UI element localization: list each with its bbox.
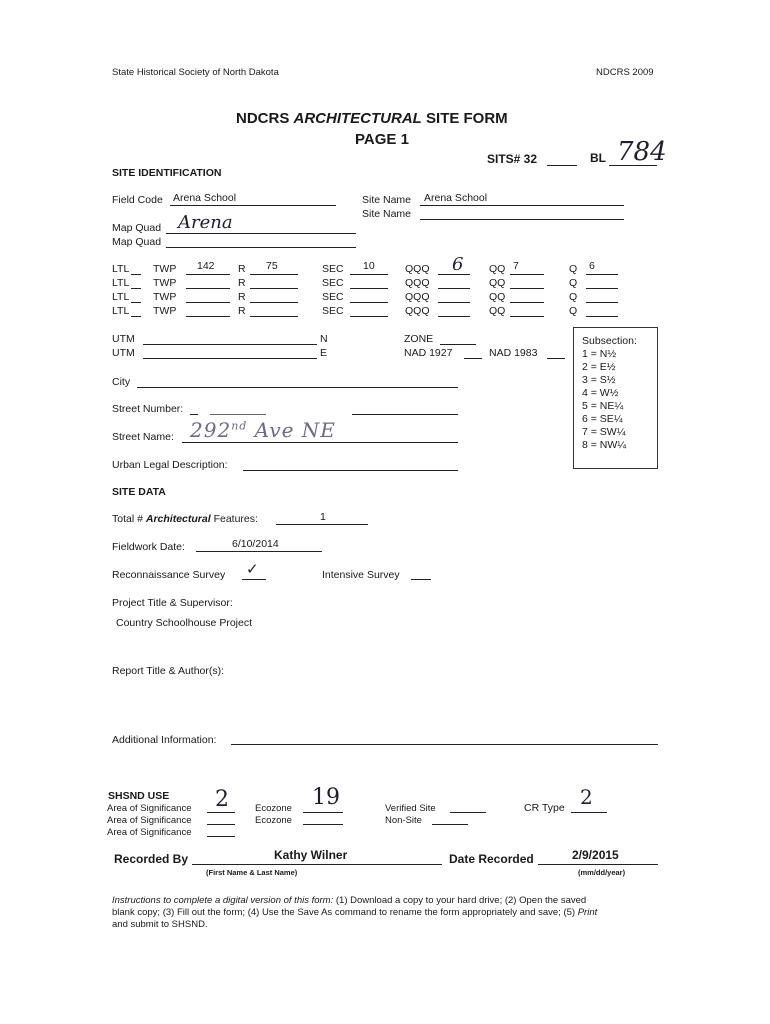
nad1927-label: NAD 1927 (404, 347, 453, 359)
map-quad2-label: Map Quad (112, 236, 162, 248)
map-quad-label: Map Quad (112, 222, 162, 234)
twp-label: TWP (153, 277, 177, 289)
recorded-by-sub: (First Name & Last Name) (206, 868, 298, 877)
ltl-line[interactable] (131, 302, 141, 303)
sec-line (350, 274, 388, 275)
ecozone-line-1 (303, 812, 343, 813)
utm-e-label: E (320, 347, 328, 359)
project-title-value[interactable]: Country Schoolhouse Project (116, 617, 252, 629)
cr-type-label: CR Type (524, 802, 565, 814)
q-label: Q (569, 263, 578, 275)
qq-label: QQ (489, 305, 506, 317)
r-line (250, 274, 298, 275)
r-label: R (238, 277, 246, 289)
twp-line (186, 274, 230, 275)
street-number-label: Street Number: (112, 403, 184, 415)
qqq-value[interactable]: 6 (452, 254, 464, 275)
ltl-label: LTL (112, 263, 130, 275)
fieldwork-date-label: Fieldwork Date: (112, 541, 185, 553)
project-title-label: Project Title & Supervisor: (112, 597, 233, 609)
qq-value[interactable]: 7 (513, 260, 519, 272)
instructions-line-3: and submit to SHSND. (112, 919, 208, 930)
site-name-label: Site Name (362, 194, 412, 206)
twp-line[interactable] (186, 316, 230, 317)
subsection-box (573, 327, 658, 469)
ltl-label: LTL (112, 305, 130, 317)
twp-label: TWP (153, 305, 177, 317)
utm-label-1: UTM (112, 333, 135, 345)
q-label: Q (569, 305, 578, 317)
total-italic: Architectural (145, 513, 211, 525)
fieldwork-date-value[interactable]: 6/10/2014 (232, 538, 279, 550)
aos-label-2: Area of Significance (107, 815, 192, 826)
subsection-item: 7 = SW¼ (582, 426, 626, 438)
aos-label-1: Area of Significance (107, 803, 192, 814)
bl-value[interactable]: 784 (617, 137, 667, 167)
aos-value-1[interactable]: 2 (215, 787, 229, 812)
r-line[interactable] (250, 288, 298, 289)
fieldwork-date-line (196, 551, 322, 552)
map-quad-value[interactable]: Arena (178, 212, 233, 233)
qq-label: QQ (489, 263, 506, 275)
site-name2-line[interactable] (420, 219, 624, 220)
nad1983-line[interactable] (547, 358, 565, 359)
qq-line[interactable] (510, 316, 544, 317)
qq-line[interactable] (510, 288, 544, 289)
non-site-label: Non-Site (385, 815, 422, 826)
q-value[interactable]: 6 (589, 260, 595, 272)
zone-line[interactable] (440, 344, 476, 345)
bl-label: BL (590, 151, 606, 165)
date-recorded-value[interactable]: 2/9/2015 (572, 848, 619, 862)
sits-line (547, 165, 577, 166)
total-prefix: Total # (112, 513, 143, 525)
header-org: State Historical Society of North Dakota (112, 67, 279, 78)
zone-label: ZONE (404, 333, 434, 345)
title-suffix: SITE FORM (426, 110, 508, 127)
instructions-line2-text: blank copy; (3) Fill out the form; (4) Use the Save As command to rename the form appropriately and save; (5) (112, 907, 576, 918)
ecozone-line-2[interactable] (303, 824, 343, 825)
form-title (236, 110, 508, 127)
street-name-label: Street Name: (112, 431, 174, 443)
qq-line[interactable] (510, 302, 544, 303)
utm-e-line[interactable] (143, 358, 317, 359)
q-label: Q (569, 291, 578, 303)
subsection-item: 2 = E½ (582, 361, 616, 373)
sec-label: SEC (322, 291, 344, 303)
date-recorded-sub: (mm/dd/year) (578, 868, 626, 877)
subsection-item: 5 = NE¼ (582, 400, 624, 412)
recorded-by-value[interactable]: Kathy Wilner (274, 848, 348, 862)
sec-label: SEC (322, 263, 344, 275)
twp-label: TWP (153, 291, 177, 303)
instructions-line-2 (112, 907, 597, 918)
field-code-label: Field Code (112, 194, 163, 206)
subsection-item: 8 = NW¼ (582, 439, 627, 451)
urban-legal-line[interactable] (243, 470, 458, 471)
field-code-value[interactable]: Arena School (173, 192, 237, 204)
utm-n-label: N (320, 333, 328, 345)
nad1927-line[interactable] (464, 358, 482, 359)
ltl-line[interactable] (131, 274, 141, 275)
header-code: NDCRS 2009 (596, 67, 654, 78)
site-name-value[interactable]: Arena School (424, 192, 488, 204)
r-label: R (238, 263, 246, 275)
subsection-item: 3 = S½ (582, 374, 616, 386)
ecozone-value-1[interactable]: 19 (312, 785, 340, 810)
qqq-line[interactable] (438, 316, 470, 317)
street-number-line-b[interactable] (210, 414, 266, 415)
non-site-line[interactable] (432, 824, 468, 825)
city-label: City (112, 376, 131, 388)
r-value[interactable]: 75 (266, 260, 278, 272)
q-line[interactable] (586, 316, 618, 317)
r-line[interactable] (250, 316, 298, 317)
street-name-line (182, 442, 458, 443)
aos-line-1 (207, 812, 235, 813)
recon-survey-check[interactable]: ✓ (246, 560, 259, 578)
intensive-survey-label: Intensive Survey (322, 569, 400, 581)
report-title-label: Report Title & Author(s): (112, 665, 225, 677)
shsnd-heading: SHSND USE (108, 790, 170, 802)
ltl-label: LTL (112, 291, 130, 303)
intensive-survey-line[interactable] (411, 579, 431, 580)
ltl-line[interactable] (131, 288, 141, 289)
r-label: R (238, 305, 246, 317)
sits-label: SITS# 32 (487, 152, 538, 166)
recorded-by-label: Recorded By (114, 852, 189, 866)
additional-info-label: Additional Information: (112, 734, 217, 746)
aos-label-3: Area of Significance (107, 827, 192, 838)
recon-survey-label: Reconnaissance Survey (112, 569, 226, 581)
street-name-value[interactable]: 292nd Ave NE (190, 418, 336, 442)
twp-line[interactable] (186, 302, 230, 303)
verified-site-label: Verified Site (385, 803, 436, 814)
sec-label: SEC (322, 277, 344, 289)
city-line[interactable] (137, 387, 458, 388)
sec-value[interactable]: 10 (363, 260, 375, 272)
sec-line[interactable] (350, 288, 388, 289)
qqq-label: QQQ (405, 277, 430, 289)
street-number-line-c[interactable] (352, 414, 458, 415)
subsection-item: 4 = W½ (582, 387, 619, 399)
sec-label: SEC (322, 305, 344, 317)
aos-line-3[interactable] (207, 836, 235, 837)
qqq-label: QQQ (405, 305, 430, 317)
map-quad-line (166, 233, 356, 234)
date-recorded-line (538, 864, 658, 865)
nad1983-label: NAD 1983 (489, 347, 538, 359)
urban-legal-label: Urban Legal Description: (112, 459, 228, 471)
qqq-line[interactable] (438, 302, 470, 303)
date-recorded-label: Date Recorded (449, 852, 534, 866)
q-line[interactable] (586, 288, 618, 289)
qqq-line[interactable] (438, 288, 470, 289)
q-label: Q (569, 277, 578, 289)
qqq-label: QQQ (405, 291, 430, 303)
field-code-line (170, 205, 336, 206)
qq-line (510, 274, 544, 275)
q-line (586, 274, 618, 275)
recorded-by-line (192, 864, 442, 865)
sec-line[interactable] (350, 302, 388, 303)
qq-label: QQ (489, 291, 506, 303)
subsection-title: Subsection: (582, 335, 637, 347)
page-number: PAGE 1 (355, 131, 409, 148)
title-italic: ARCHITECTURAL (293, 110, 422, 127)
aos-line-2[interactable] (207, 824, 235, 825)
instructions-lead: Instructions to complete a digital version of this form: (112, 895, 334, 906)
r-line[interactable] (250, 302, 298, 303)
map-quad2-line[interactable] (166, 247, 356, 248)
q-line[interactable] (586, 302, 618, 303)
total-features-label (112, 513, 258, 525)
instructions-line-1 (112, 895, 586, 906)
site-name2-label: Site Name (362, 208, 412, 220)
ltl-label: LTL (112, 277, 130, 289)
subsection-item: 1 = N½ (582, 348, 617, 360)
site-name-line (420, 205, 624, 206)
twp-line[interactable] (186, 288, 230, 289)
qq-label: QQ (489, 277, 506, 289)
additional-info-line[interactable] (231, 744, 658, 745)
title-prefix: NDCRS (236, 110, 290, 127)
recon-survey-line (242, 579, 266, 580)
total-features-value[interactable]: 1 (320, 511, 326, 523)
ecozone-label-2: Ecozone (255, 815, 292, 826)
sec-line[interactable] (350, 316, 388, 317)
utm-label-2: UTM (112, 347, 135, 359)
utm-n-line[interactable] (143, 344, 317, 345)
total-suffix: Features: (213, 513, 258, 525)
verified-site-line[interactable] (450, 812, 486, 813)
twp-label: TWP (153, 263, 177, 275)
ecozone-label-1: Ecozone (255, 803, 292, 814)
instructions-rest: (1) Download a copy to your hard drive; (2) Open the saved (333, 895, 587, 906)
ltl-line[interactable] (131, 316, 141, 317)
instructions-print: Print (575, 907, 598, 918)
street-number-line-a[interactable] (190, 414, 198, 415)
cr-type-line (571, 812, 607, 813)
qqq-label: QQQ (405, 263, 430, 275)
site-data-heading: SITE DATA (112, 486, 166, 498)
cr-type-value[interactable]: 2 (580, 785, 593, 809)
total-features-line (276, 524, 368, 525)
site-identification-heading: SITE IDENTIFICATION (112, 167, 222, 179)
r-label: R (238, 291, 246, 303)
subsection-item: 6 = SE¼ (582, 413, 623, 425)
twp-value[interactable]: 142 (197, 260, 215, 272)
